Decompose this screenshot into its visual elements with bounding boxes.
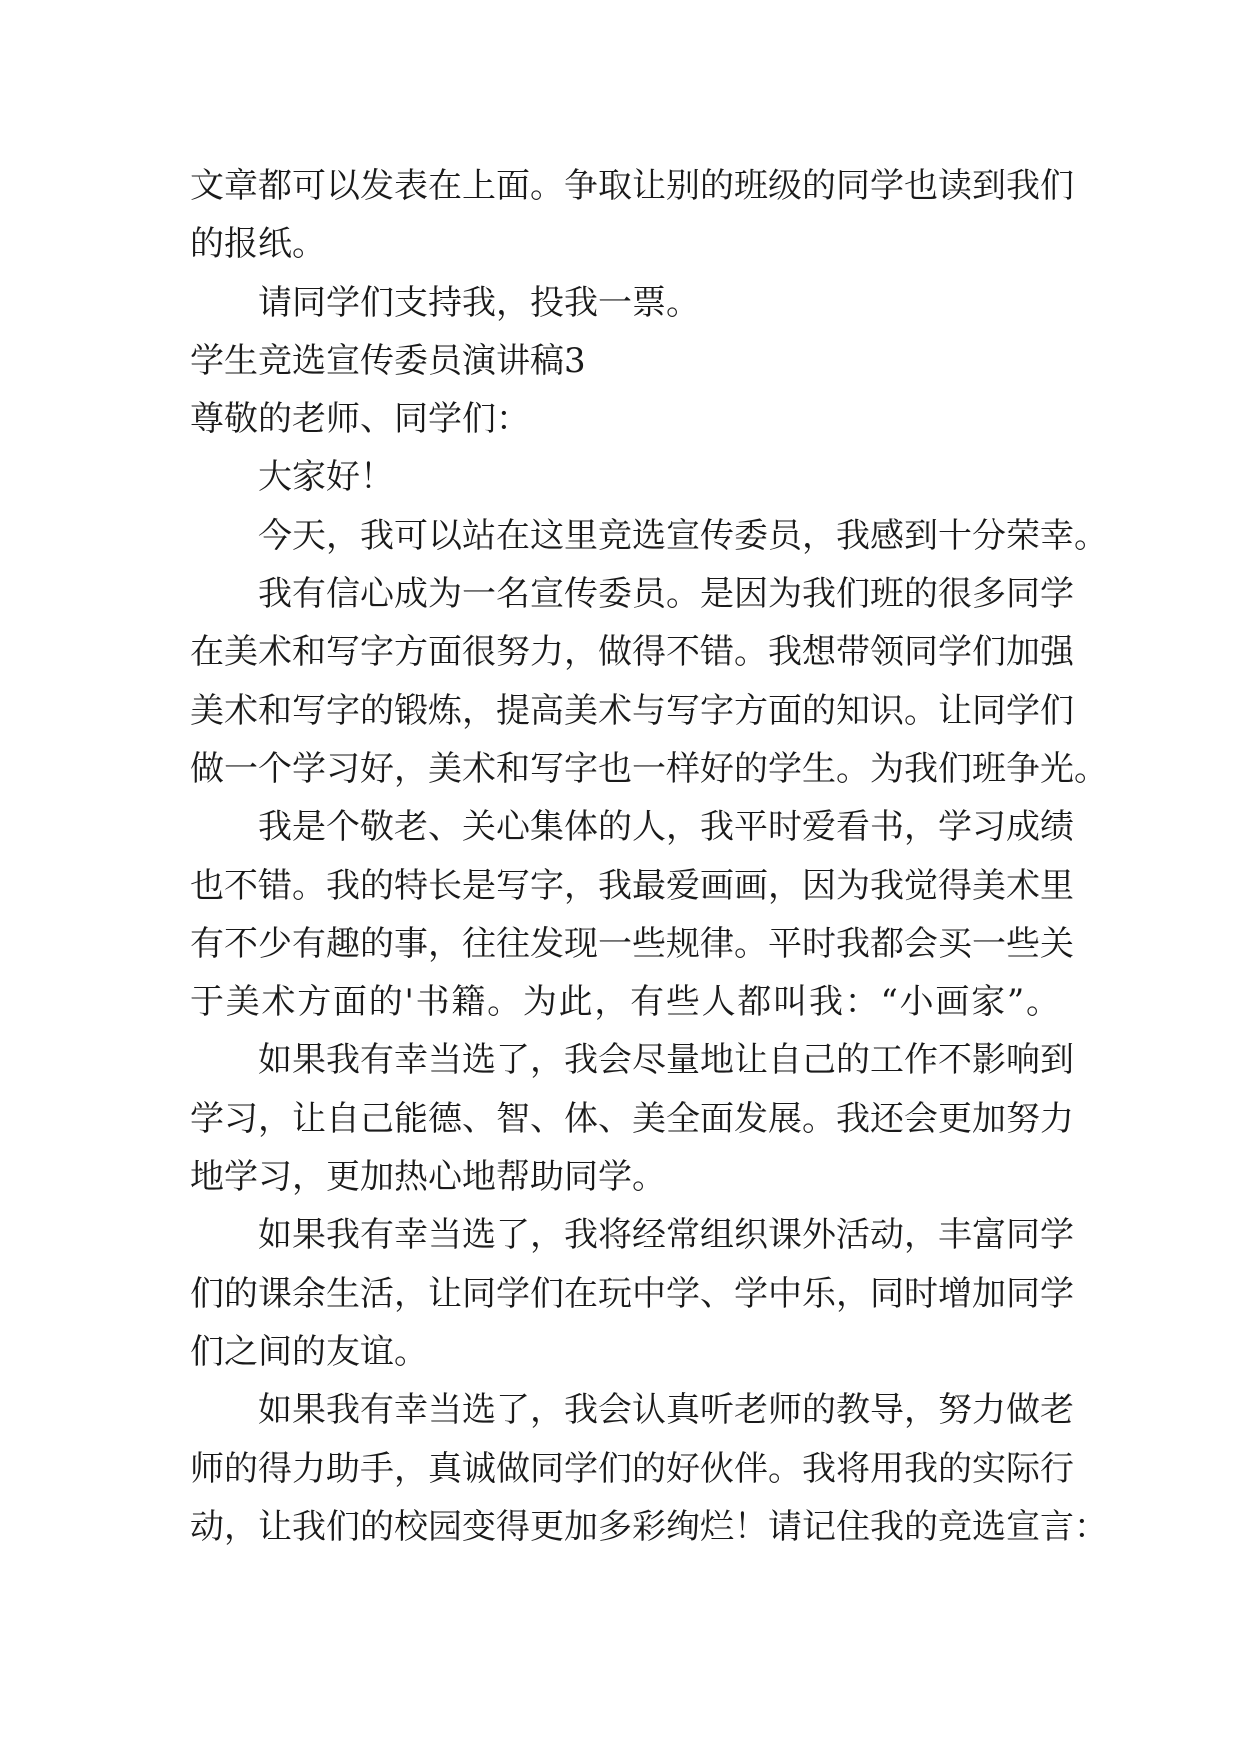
text-line: 如果我有幸当选了，我将经常组织课外活动，丰富同学	[258, 1215, 1074, 1256]
section-heading: 学生竞选宣传委员演讲稿3	[190, 340, 586, 381]
text-line: 在美术和写字方面很努力，做得不错。我想带领同学们加强	[190, 632, 1074, 673]
text-line: 也不错。我的特长是写字，我最爱画画，因为我觉得美术里	[190, 865, 1074, 906]
text-line: 动，让我们的校园变得更加多彩绚烂！请记住我的竞选宣言：	[190, 1506, 1108, 1547]
text-line: 如果我有幸当选了，我会认真听老师的教导，努力做老	[258, 1390, 1074, 1431]
text-line: 我有信心成为一名宣传委员。是因为我们班的很多同学	[258, 574, 1074, 615]
text-line: 地学习，更加热心地帮助同学。	[190, 1157, 666, 1198]
text-line: 如果我有幸当选了，我会尽量地让自己的工作不影响到	[258, 1040, 1074, 1081]
salutation: 尊敬的老师、同学们：	[190, 399, 530, 440]
text-line: 于美术方面的'书籍。为此，有些人都叫我：“小画家”。	[190, 982, 1060, 1023]
text-line: 请同学们支持我，投我一票。	[258, 282, 700, 323]
text-line: 们之间的友谊。	[190, 1331, 428, 1372]
document-body	[190, 157, 1108, 1556]
text-line: 文章都可以发表在上面。争取让别的班级的同学也读到我们	[190, 166, 1074, 206]
text-line: 的报纸。	[190, 224, 326, 265]
text-line: 美术和写字的锻炼，提高美术与写字方面的知识。让同学们	[190, 690, 1074, 731]
text-line: 今天，我可以站在这里竞选宣传委员，我感到十分荣幸。	[258, 515, 1108, 556]
text-line: 们的课余生活，让同学们在玩中学、学中乐，同时增加同学	[190, 1273, 1074, 1314]
text-line: 师的得力助手，真诚做同学们的好伙伴。我将用我的实际行	[190, 1448, 1074, 1489]
text-line: 我是个敬老、关心集体的人，我平时爱看书，学习成绩	[258, 807, 1074, 848]
text-line: 学习，让自己能德、智、体、美全面发展。我还会更加努力	[190, 1098, 1074, 1139]
text-line: 有不少有趣的事，往往发现一些规律。平时我都会买一些关	[190, 923, 1074, 964]
text-line: 做一个学习好，美术和写字也一样好的学生。为我们班争光。	[190, 748, 1108, 789]
greeting: 大家好！	[258, 457, 394, 498]
